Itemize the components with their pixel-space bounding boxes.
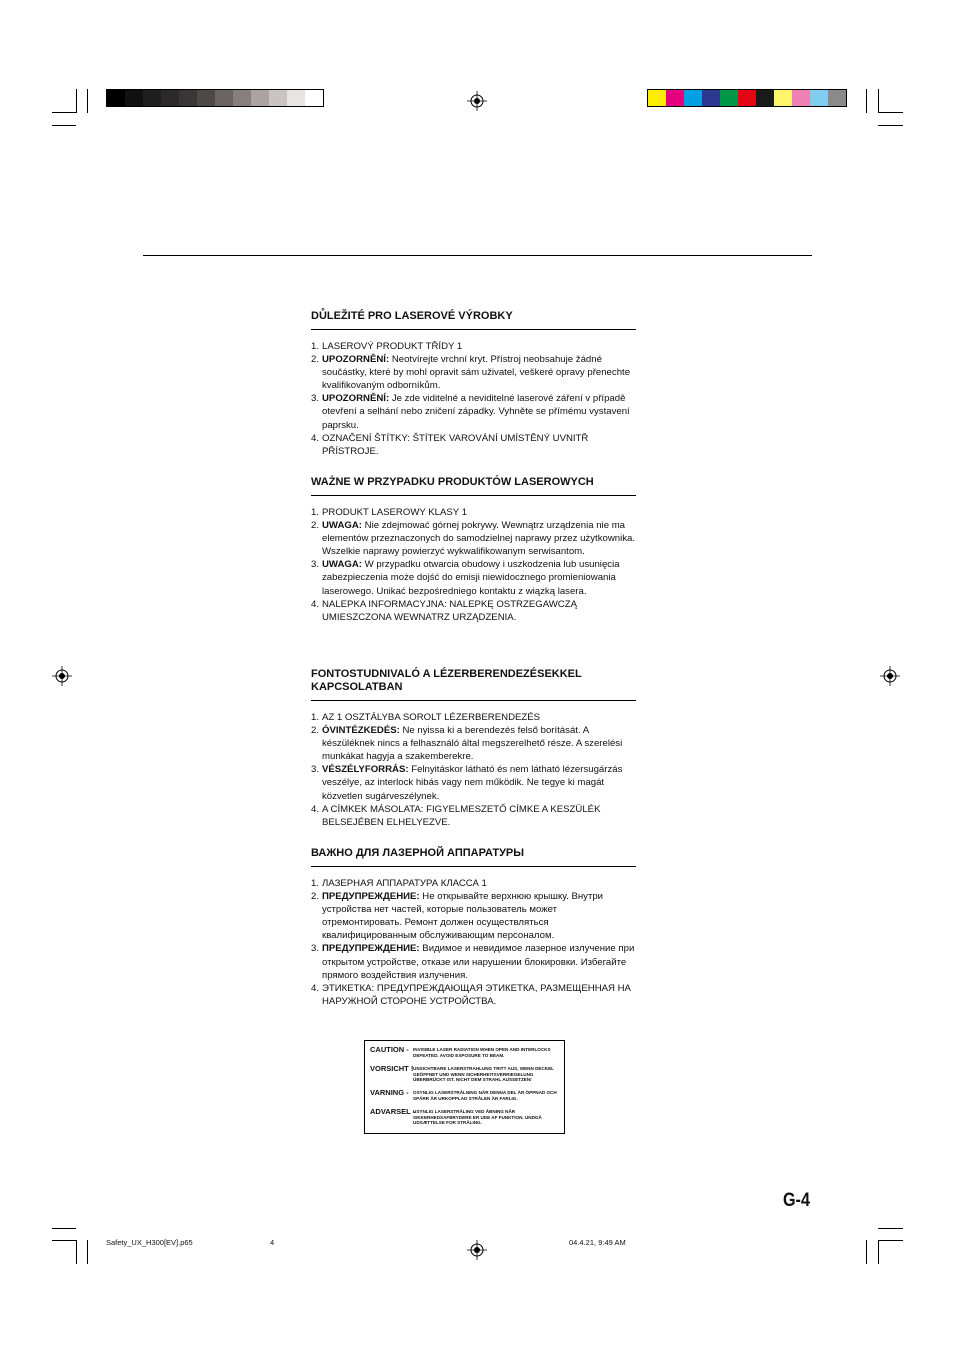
list-item — [311, 340, 636, 353]
item-warning-label: UWAGA: — [322, 520, 362, 532]
section-title: WAŻNE W PRZYPADKU PRODUKTÓW LASEROWYCH — [311, 476, 636, 496]
item-number: 3. — [311, 393, 320, 405]
color-swatch — [251, 90, 269, 106]
list-item — [311, 506, 636, 519]
crop-mark — [866, 1240, 867, 1264]
item-number: 1. — [311, 507, 320, 518]
color-swatch — [161, 90, 179, 106]
footer-datetime: 04.4.21, 9:49 AM — [569, 1238, 626, 1247]
crop-mark — [878, 1228, 903, 1229]
footer-page: 4 — [270, 1238, 275, 1247]
crop-mark — [878, 125, 903, 126]
item-warning-label: ПРЕДУПРЕЖДЕНИЕ: — [322, 943, 420, 955]
laser-label-heading: VORSICHT ! — [370, 1064, 414, 1073]
item-number: 2. — [311, 725, 320, 737]
color-swatch — [774, 90, 792, 106]
color-swatch — [287, 90, 305, 106]
section-polish — [311, 476, 636, 624]
item-number: 1. — [311, 878, 320, 889]
item-text: Neotvírejte vrchní kryt. Přístroj neobsahuje žádné součástky, které by mohl opravit sám uživatel, veškeré opravy přenechte kvalifikovaným odborníkům. — [322, 354, 631, 392]
color-swatch — [305, 90, 323, 106]
item-number: 4. — [311, 803, 320, 815]
list-item — [311, 392, 636, 431]
crop-mark — [878, 89, 879, 113]
item-number: 2. — [311, 354, 320, 366]
color-swatch — [648, 90, 666, 106]
color-calibration-bar — [647, 89, 847, 107]
laser-label-text: UNSICHTBARE LASERSTRAHLUNG TRITT AUS, WENN DECKEL GEÖFFNET UND WENN SICHERHEITSVERRIEGELUNG ÜBERBRÜCKT IST. NICHT DEM STRAHL AUSSETZEN! — [413, 1066, 554, 1083]
list-item — [311, 519, 636, 558]
color-swatch — [720, 90, 738, 106]
item-text: ЭТИКЕТКА: ПРЕДУПРЕЖДАЮЩАЯ ЭТИКЕТКА, РАЗМЕЩЕННАЯ НА НАРУЖНОЙ СТОРОНЕ УСТРОЙСТВА. — [322, 982, 631, 1007]
list-item — [311, 598, 636, 624]
color-swatch — [197, 90, 215, 106]
list-item — [311, 711, 636, 724]
color-swatch — [828, 90, 846, 106]
list-item — [311, 763, 636, 802]
laser-label-text: OSYNLIG LASERSTRÅLNING NÄR DENNA DEL ÄR ÖPPNAD OCH SPÄRR ÄR URKOPPLAD STRÅLEN ÄR FARLIG. — [413, 1090, 557, 1101]
color-swatch — [810, 90, 828, 106]
page-number: G-4 — [783, 1190, 810, 1211]
item-warning-label: ÓVINTÉZKEDÉS: — [322, 725, 400, 737]
item-text: OZNAČENÍ ŠTÍTKY: ŠTÍTEK VAROVÁNÍ UMÍSTĚNÝ UVNITŘ PŘÍSTROJE. — [322, 432, 589, 457]
color-swatch — [233, 90, 251, 106]
list-item — [311, 877, 636, 890]
item-text: NALEPKA INFORMACYJNA: NALEPKĘ OSTRZEGAWCZĄ UMIESZCZONA WEWNATRZ URZĄDZENIA. — [322, 598, 577, 623]
item-warning-label: UPOZORNĚNÍ: — [322, 393, 390, 405]
color-swatch — [215, 90, 233, 106]
numbered-list — [311, 711, 636, 829]
item-number: 1. — [311, 712, 320, 723]
color-swatch — [684, 90, 702, 106]
section-title: DŮLEŽITÉ PRO LASEROVÉ VÝROBKY — [311, 310, 636, 330]
list-item — [311, 432, 636, 458]
color-swatch — [143, 90, 161, 106]
color-swatch — [756, 90, 774, 106]
numbered-list — [311, 877, 636, 1008]
item-number: 3. — [311, 943, 320, 955]
crop-mark — [52, 1228, 76, 1229]
item-text: W przypadku otwarcia obudowy i uszkodzenia lub usunięcia zabezpieczenia może dojść do emisji niewidocznego promieniowania laserowego. Unikać bezpośredniego kontaktu z wiązką lasera. — [322, 559, 620, 597]
list-item — [311, 890, 636, 942]
item-text: Не открывайте верхнюю крышку. Внутри устройства нет частей, которые пользователь может отремонтировать. Ремонт должен осуществляться квалифицированным обслуживающим персоналом. — [322, 891, 604, 942]
item-warning-label: UPOZORNĚNÍ: — [322, 354, 390, 366]
laser-warning-label — [364, 1040, 565, 1134]
color-swatch — [702, 90, 720, 106]
crop-mark — [87, 1240, 88, 1264]
list-item — [311, 353, 636, 392]
section-title: FONTOSTUDNIVALÓ A LÉZERBERENDEZÉSEKKEL KAPCSOLATBAN — [311, 668, 636, 701]
color-swatch — [107, 90, 125, 106]
item-text: Je zde viditelné a neviditelné laserové záření v případě otevření a selhání nebo zničení západky. Vyhněte se přímému vystavení paprsku. — [322, 393, 630, 431]
crop-mark — [878, 1240, 903, 1241]
color-swatch — [269, 90, 287, 106]
laser-label-heading: ADVARSEL - — [370, 1107, 416, 1116]
item-number: 3. — [311, 559, 320, 571]
crop-mark — [87, 89, 88, 113]
laser-label-heading: VARNING - — [370, 1088, 409, 1097]
section-title: ВАЖНО ДЛЯ ЛАЗЕРНОЙ АППАРАТУРЫ — [311, 847, 636, 867]
registration-mark-icon — [467, 1240, 487, 1260]
item-number: 2. — [311, 520, 320, 532]
item-text: Видимое и невидимое лазерное излучение при открытом устройстве, отказе или нарушении блокировки. Избегайте прямого воздействия излучения. — [322, 943, 635, 981]
item-text: Nie zdejmować górnej pokrywy. Wewnątrz urządzenia nie ma elementów przeznaczonych do samodzielnej naprawy przez użytkownika. Wszelkie naprawy powierzyć wykwalifikowanym serwisantom. — [322, 520, 636, 558]
crop-mark — [878, 112, 903, 113]
item-warning-label: UWAGA: — [322, 559, 362, 571]
item-text: LASEROVÝ PRODUKT TŘÍDY 1 — [322, 341, 463, 352]
crop-mark — [52, 112, 77, 113]
list-item — [311, 558, 636, 597]
numbered-list — [311, 506, 636, 624]
section-czech — [311, 310, 636, 458]
item-text: Felnyitáskor látható és nem látható lézersugárzás veszélye, az interlock hibás vagy nem működik. Ne tegye ki magát közvetlen sugárveszélynek. — [322, 764, 623, 802]
item-number: 4. — [311, 982, 320, 994]
registration-mark-icon — [52, 666, 72, 686]
crop-mark — [76, 1240, 77, 1264]
crop-mark — [52, 125, 76, 126]
item-text: A CÍMKEK MÁSOLATA: FIGYELMESZETŐ CÍMKE A KESZÜLÉK BELSEJÉBEN ELHELYEZVE. — [322, 803, 601, 828]
footer-filename: Safety_UX_H300[EV].p65 — [106, 1238, 193, 1247]
item-warning-label: VÉSZÉLYFORRÁS: — [322, 764, 409, 776]
section-hungarian — [311, 668, 636, 829]
color-swatch — [125, 90, 143, 106]
item-text: Ne nyissa ki a berendezés felső borítását. A készüléknek nincs a felhasználó által megszerelhető része. A szerelési munkákat hagyja a szakemberekre. — [322, 725, 623, 763]
grayscale-calibration-bar — [106, 89, 324, 107]
item-number: 1. — [311, 341, 320, 352]
laser-label-text: INVISIBLE LASER RADIATION WHEN OPEN AND INTERLOCKS DEFEATED. AVOID EXPOSURE TO BEAM. — [413, 1047, 551, 1058]
color-swatch — [666, 90, 684, 106]
item-text: PRODUKT LASEROWY KLASY 1 — [322, 507, 468, 518]
registration-mark-icon — [880, 666, 900, 686]
list-item — [311, 724, 636, 763]
item-number: 4. — [311, 598, 320, 610]
numbered-list — [311, 340, 636, 458]
laser-label-heading: CAUTION - — [370, 1045, 409, 1054]
item-number: 3. — [311, 764, 320, 776]
crop-mark — [866, 89, 867, 113]
color-swatch — [792, 90, 810, 106]
crop-mark — [878, 1240, 879, 1264]
item-text: AZ 1 OSZTÁLYBA SOROLT LÉZERBERENDEZÉS — [322, 712, 541, 723]
list-item — [311, 942, 636, 981]
item-number: 2. — [311, 891, 320, 903]
item-number: 4. — [311, 432, 320, 444]
list-item — [311, 803, 636, 829]
registration-mark-icon — [467, 91, 487, 111]
header-rule — [143, 255, 812, 256]
item-warning-label: ПРЕДУПРЕЖДЕНИЕ: — [322, 891, 420, 903]
color-swatch — [179, 90, 197, 106]
item-text: ЛАЗЕРНАЯ АППАРАТУРА КЛАССА 1 — [322, 878, 487, 889]
crop-mark — [52, 1240, 77, 1241]
section-russian — [311, 847, 636, 1008]
color-swatch — [738, 90, 756, 106]
crop-mark — [76, 89, 77, 113]
list-item — [311, 982, 636, 1008]
laser-label-text: USYNLIG LASERSTRÅLING VED ÅBNING NÅR SIKKERHEDSAFBRYDERE ER UDE AF FUNKTION. UNDGÅ UDSÆTTELSE FOR STRÅLING. — [413, 1109, 542, 1126]
